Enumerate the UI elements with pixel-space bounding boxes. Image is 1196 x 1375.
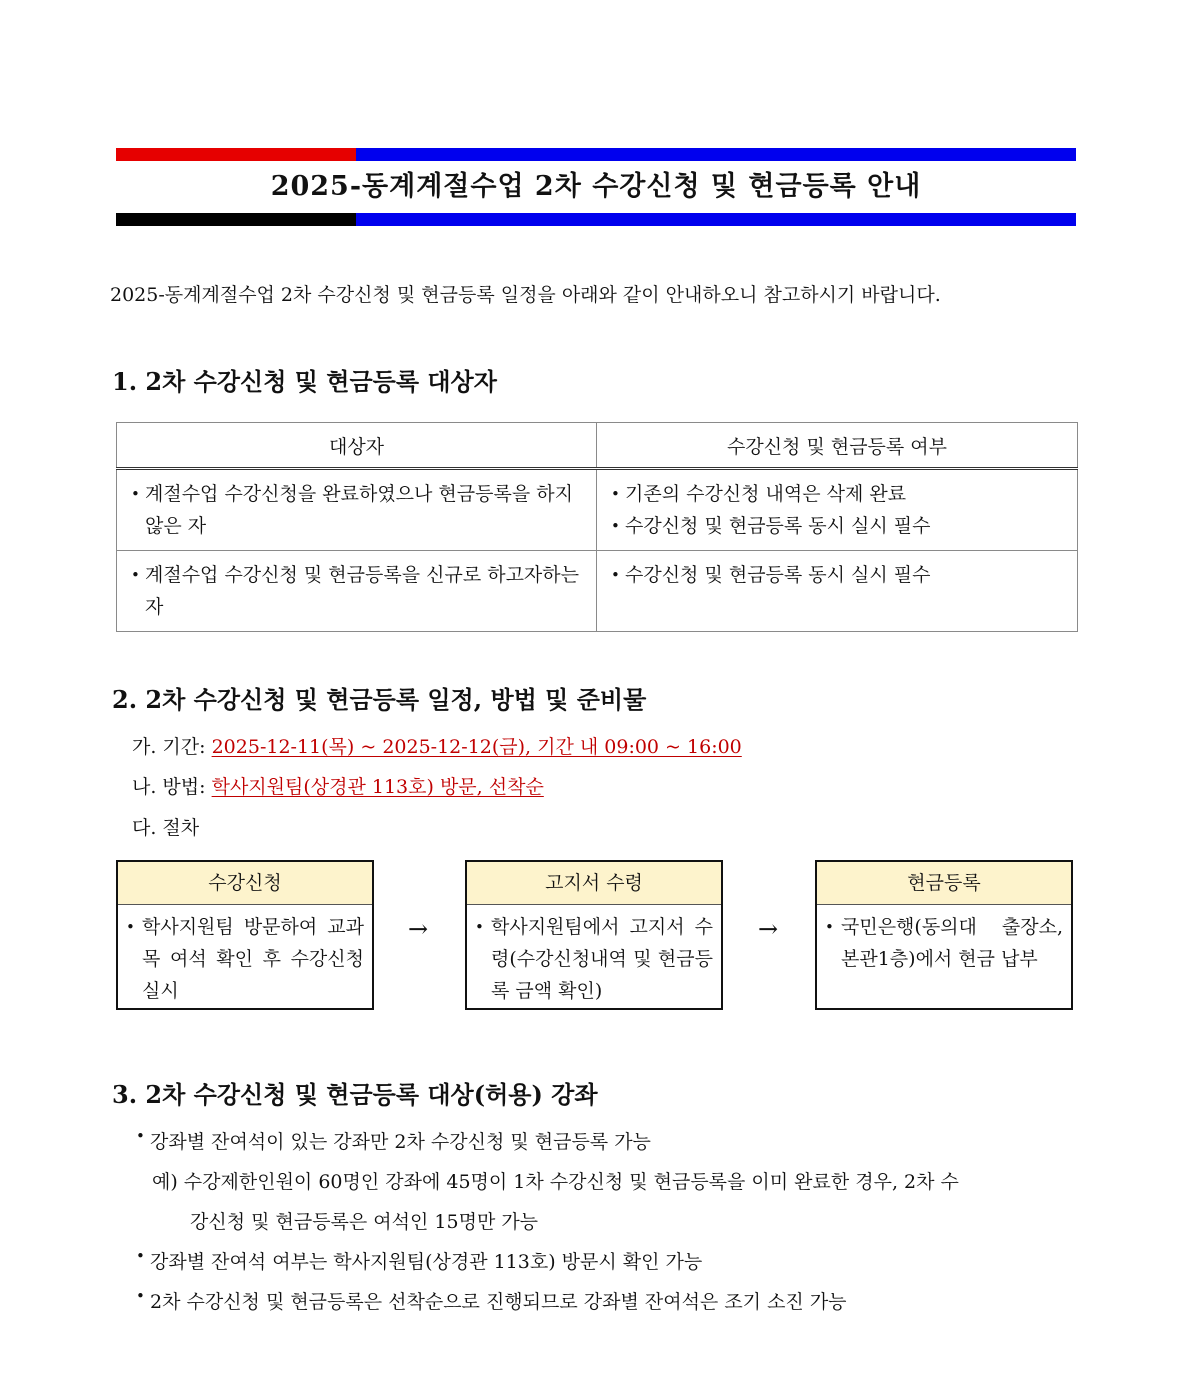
- procedure-step-2: [465, 860, 723, 1010]
- step-description: • 국민은행(동의대 출장소, 본관1층)에서 현금 납부: [825, 911, 1063, 975]
- procedure-step-1: [116, 860, 374, 1010]
- table-header-target: 대상자: [117, 423, 597, 469]
- arrow-icon: →: [758, 915, 779, 943]
- procedure-label: 다. 절차: [132, 817, 200, 839]
- step-title: 현금등록: [817, 862, 1071, 905]
- banner-bottom-black-bar: [116, 213, 356, 226]
- procedure-step-3: [815, 860, 1073, 1010]
- section3-bullet: [136, 1127, 651, 1154]
- status-text: • 기존의 수강신청 내역은 삭제 완료: [611, 478, 1067, 510]
- step-title: 수강신청: [118, 862, 372, 905]
- section1-heading: 1. 2차 수강신청 및 현금등록 대상자: [112, 367, 497, 396]
- banner-bottom-blue-bar: [356, 213, 1076, 226]
- step-title: 고지서 수령: [467, 862, 721, 905]
- intro-text: 2025-동계계절수업 2차 수강신청 및 현금등록 일정을 아래와 같이 안내하오니 참고하시기 바랍니다.: [110, 284, 941, 306]
- period-value: 2025-12-11(목) ~ 2025-12-12(금), 기간 내 09:00 ~ 16:00: [211, 736, 742, 758]
- example-line: 예) 수강제한인원이 60명인 강좌에 45명이 1차 수강신청 및 현금등록을 이미 완료한 경우, 2차 수: [152, 1171, 959, 1193]
- step-description: • 학사지원팀에서 고지서 수령(수강신청내역 및 현금등록 금액 확인): [475, 911, 713, 1007]
- table-cell-status: [597, 551, 1078, 632]
- page-title: 2025-동계계절수업 2차 수강신청 및 현금등록 안내: [270, 171, 922, 202]
- step-description: • 학사지원팀 방문하여 교과목 여석 확인 후 수강신청 실시: [126, 911, 364, 1007]
- method-value: 학사지원팀(상경관 113호) 방문, 선착순: [211, 776, 544, 798]
- method-label: 나. 방법:: [132, 776, 212, 798]
- banner-top-blue-bar: [356, 148, 1076, 161]
- target-text: • 계절수업 수강신청을 완료하였으나 현금등록을 하지않은 자: [131, 478, 586, 542]
- table-cell-target: [117, 469, 597, 551]
- section2-heading: 2. 2차 수강신청 및 현금등록 일정, 방법 및 준비물: [112, 685, 647, 714]
- schedule-period: [132, 732, 742, 759]
- table-row: [117, 551, 1078, 632]
- section3-bullet: [136, 1247, 702, 1274]
- banner-top-red-bar: [116, 148, 356, 161]
- table-header-status: 수강신청 및 현금등록 여부: [597, 423, 1078, 469]
- status-text: • 수강신청 및 현금등록 동시 실시 필수: [611, 559, 1067, 591]
- bullet-text: • 강좌별 잔여석이 있는 강좌만 2차 수강신청 및 현금등록 가능: [136, 1127, 651, 1154]
- schedule-method: [132, 772, 544, 799]
- table-row: [117, 469, 1078, 551]
- arrow-icon: →: [408, 915, 429, 943]
- status-text: • 수강신청 및 현금등록 동시 실시 필수: [611, 510, 1067, 542]
- period-label: 가. 기간:: [132, 736, 212, 758]
- bullet-text: • 2차 수강신청 및 현금등록은 선착순으로 진행되므로 강좌별 잔여석은 조기 소진 가능: [136, 1287, 847, 1314]
- target-text: • 계절수업 수강신청 및 현금등록을 신규로 하고자하는 자: [131, 559, 586, 623]
- example-line: 강신청 및 현금등록은 여석인 15명만 가능: [190, 1211, 539, 1233]
- bullet-text: • 강좌별 잔여석 여부는 학사지원팀(상경관 113호) 방문시 확인 가능: [136, 1247, 702, 1274]
- section3-heading: 3. 2차 수강신청 및 현금등록 대상(허용) 강좌: [112, 1080, 598, 1109]
- table-cell-target: [117, 551, 597, 632]
- section3-bullet: [136, 1287, 847, 1314]
- table-cell-status: [597, 469, 1078, 551]
- target-table: [116, 422, 1078, 632]
